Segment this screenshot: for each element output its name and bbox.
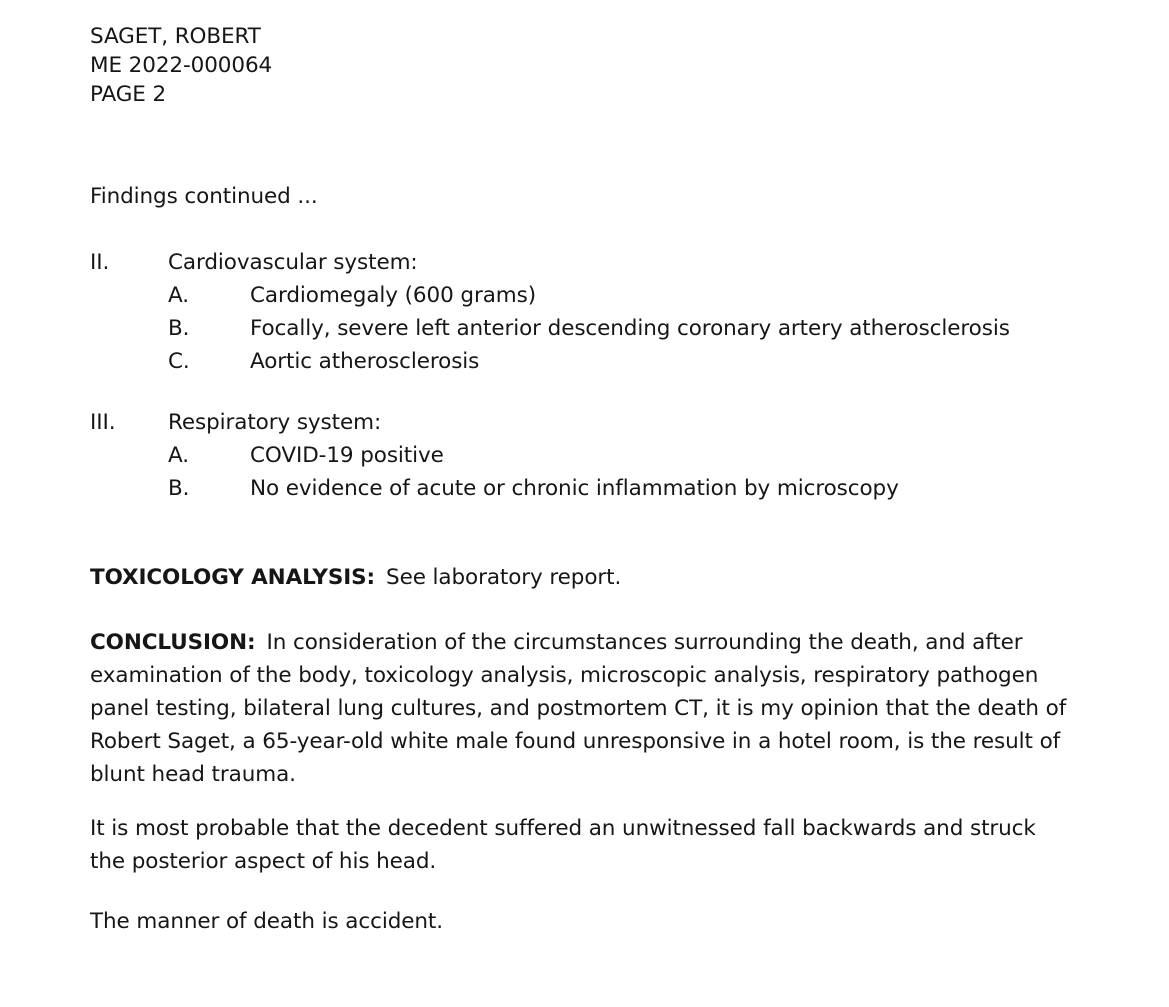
report-header xyxy=(90,22,1075,109)
toxicology-analysis-line xyxy=(90,561,1075,594)
item-text: Focally, severe left anterior descending coronary artery atherosclerosis xyxy=(250,316,1010,341)
toxicology-text: See laboratory report. xyxy=(386,565,622,590)
item-text: Cardiomegaly (600 grams) xyxy=(250,283,537,308)
item-text: No evidence of acute or chronic inflammation by microscopy xyxy=(250,476,899,501)
finding-item xyxy=(90,279,1075,312)
conclusion-paragraph xyxy=(90,626,1075,791)
finding-item xyxy=(90,312,1075,345)
section-numeral: II. xyxy=(90,250,110,275)
item-letter: B. xyxy=(168,316,190,341)
finding-item xyxy=(90,345,1075,378)
conclusion-label: CONCLUSION: xyxy=(90,630,256,655)
section-cardiovascular xyxy=(90,246,1075,378)
item-letter: B. xyxy=(168,476,190,501)
report-content xyxy=(90,22,1075,938)
probable-cause-paragraph: It is most probable that the decedent suffered an unwitnessed fall backwards and struck the posterior aspect of his head. xyxy=(90,816,1036,874)
section-heading-row xyxy=(90,246,1075,279)
section-respiratory xyxy=(90,406,1075,505)
item-letter: A. xyxy=(168,283,189,308)
findings-continued-label: Findings continued ... xyxy=(90,184,318,209)
section-heading-row xyxy=(90,406,1075,439)
item-letter: A. xyxy=(168,443,189,468)
item-letter: C. xyxy=(168,349,190,374)
item-text: Aortic atherosclerosis xyxy=(250,349,480,374)
item-text: COVID-19 positive xyxy=(250,443,444,468)
page-number: PAGE 2 xyxy=(90,82,167,107)
toxicology-label: TOXICOLOGY ANALYSIS: xyxy=(90,565,376,590)
section-title: Respiratory system: xyxy=(168,410,382,435)
finding-item xyxy=(90,439,1075,472)
case-number: ME 2022-000064 xyxy=(90,53,273,78)
manner-of-death-paragraph: The manner of death is accident. xyxy=(90,909,443,934)
decedent-name: SAGET, ROBERT xyxy=(90,24,261,49)
conclusion-text: In consideration of the circumstances surrounding the death, and after examination of the body, toxicology analysis, microscopic analysis, respiratory pathogen panel testing, bilateral lung cultures, and postmortem CT, it is my opinion that the death of Robert Saget, a 65-year-old white male found unresponsive in a hotel room, is the result of blunt head trauma. xyxy=(90,630,1067,787)
section-title: Cardiovascular system: xyxy=(168,250,418,275)
finding-item xyxy=(90,472,1075,505)
section-numeral: III. xyxy=(90,410,116,435)
